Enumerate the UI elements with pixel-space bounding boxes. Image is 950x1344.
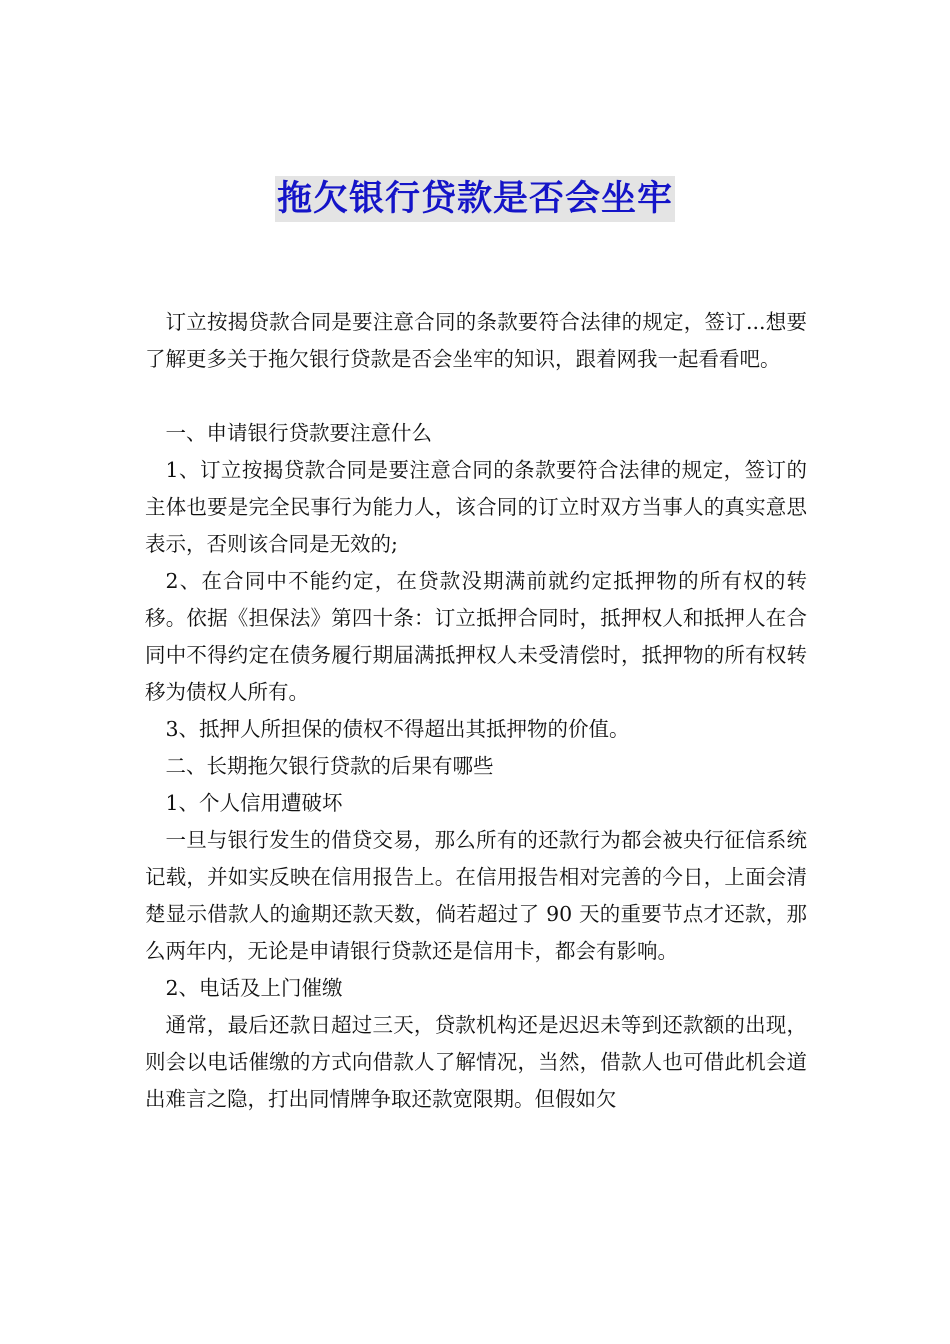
document-title: 拖欠银行贷款是否会坐牢 <box>275 176 675 222</box>
section-heading-2: 二、长期拖欠银行贷款的后果有哪些 <box>165 754 494 778</box>
title-container <box>0 176 950 222</box>
document-body <box>145 304 807 1118</box>
section-heading-1: 一、申请银行贷款要注意什么 <box>165 421 432 445</box>
subheading-2-body: 通常，最后还款日超过三天，贷款机构还是迟迟未等到还款额的出现，则会以电话催缴的方式向借款人了解情况，当然，借款人也可借此机会道出难言之隐，打出同情牌争取还款宽限期。但假如欠 <box>145 1013 807 1111</box>
subheading-2: 2、电话及上门催缴 <box>165 976 343 1000</box>
list-item-2: 2、在合同中不能约定，在贷款没期满前就约定抵押物的所有权的转移。依据《担保法》第四十条：订立抵押合同时，抵押权人和抵押人在合同中不得约定在债务履行期届满抵押权人未受清偿时，抵押物的所有权转移为债权人所有。 <box>145 569 807 704</box>
subheading-1-body: 一旦与银行发生的借贷交易，那么所有的还款行为都会被央行征信系统记载，并如实反映在信用报告上。在信用报告相对完善的今日，上面会清楚显示借款人的逾期还款天数，倘若超过了 90 天的重要节点才还款，那么两年内，无论是申请银行贷款还是信用卡，都会有影响。 <box>145 828 807 963</box>
subheading-1: 1、个人信用遭破坏 <box>165 791 343 815</box>
spacer <box>145 378 807 415</box>
list-item-3: 3、抵押人所担保的债权不得超出其抵押物的价值。 <box>165 717 630 741</box>
intro-paragraph: 订立按揭贷款合同是要注意合同的条款要符合法律的规定，签订...想要了解更多关于拖欠银行贷款是否会坐牢的知识，跟着网我一起看看吧。 <box>145 310 807 371</box>
list-item-1: 1、订立按揭贷款合同是要注意合同的条款要符合法律的规定，签订的主体也要是完全民事行为能力人，该合同的订立时双方当事人的真实意思表示，否则该合同是无效的; <box>145 458 807 556</box>
